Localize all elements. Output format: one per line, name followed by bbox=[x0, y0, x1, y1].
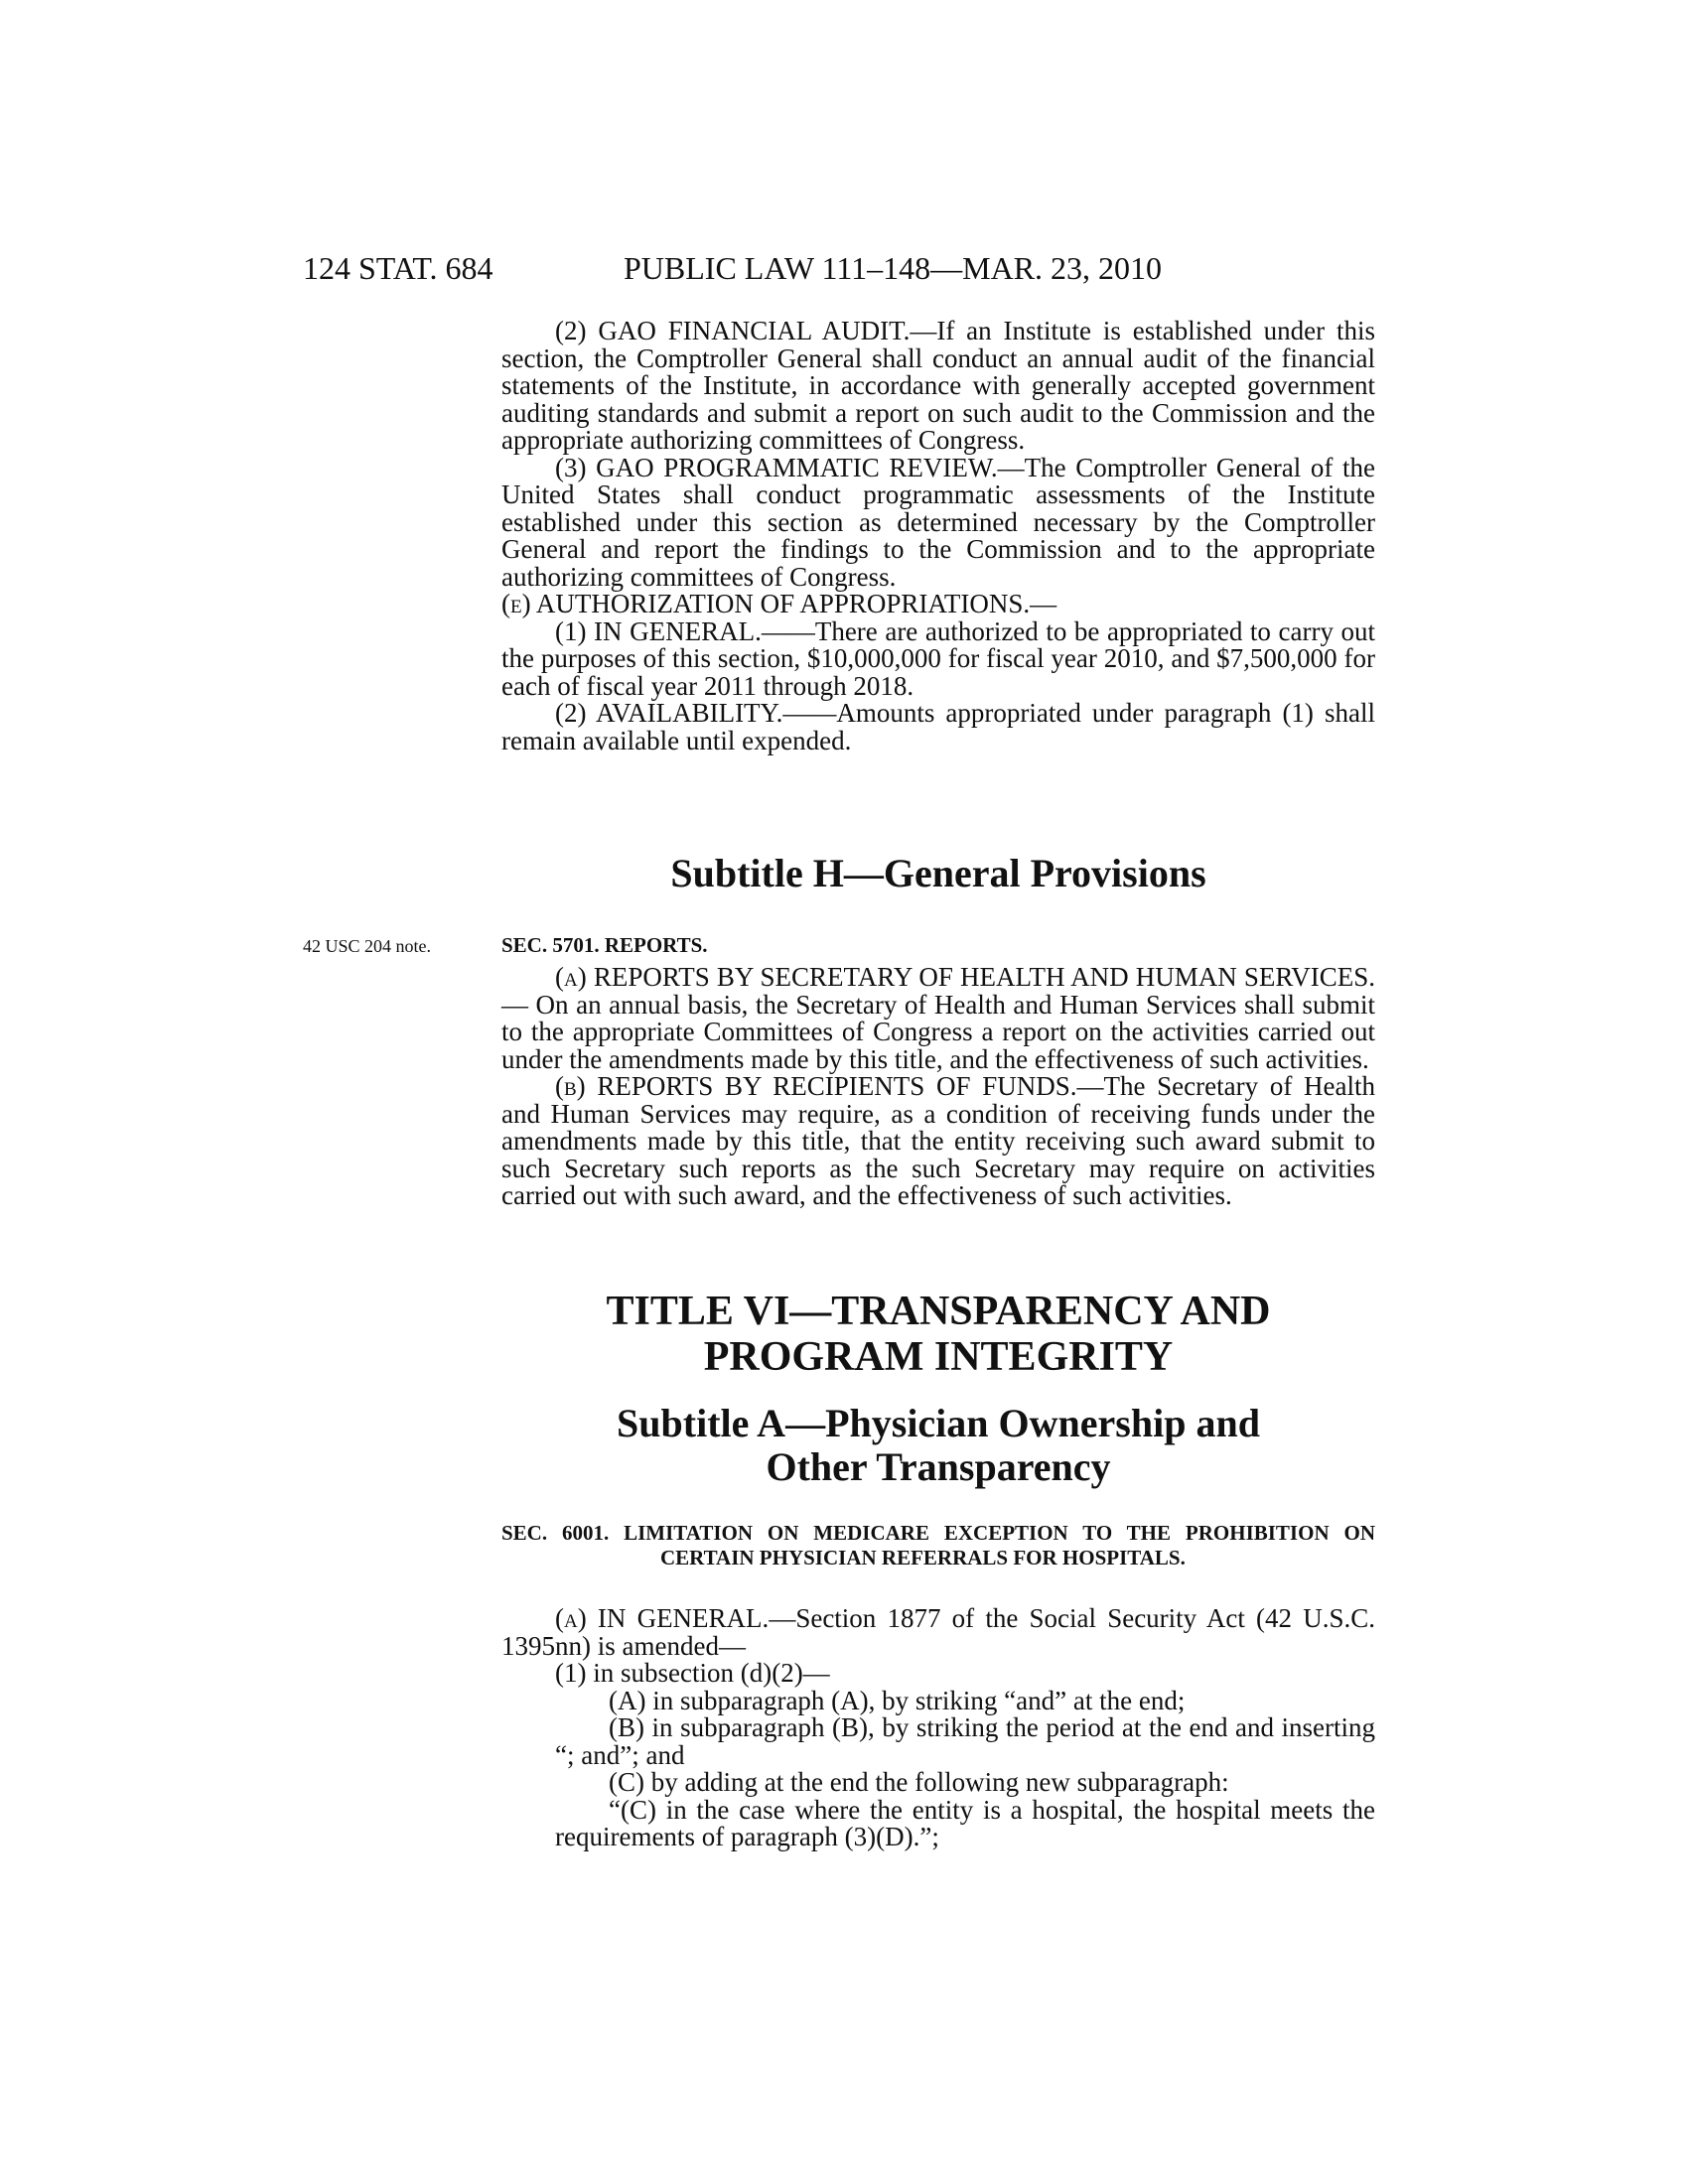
paragraph-6001-in-general bbox=[501, 1605, 1375, 1660]
section-6001-heading: SEC. 6001. LIMITATION ON MEDICARE EXCEPTION TO THE PROHIBITION ON CERTAIN PHYSICIAN REFERRALS FOR HOSPITALS. bbox=[501, 1521, 1375, 1570]
paragraph-text: ——Amounts appropriated under paragraph (1) shall remain available until expended. bbox=[501, 698, 1375, 755]
margin-citation-note: 42 USC 204 note. bbox=[303, 936, 432, 956]
running-header: PUBLIC LAW 111–148—MAR. 23, 2010 bbox=[624, 250, 1163, 286]
paragraph-heading: (2) GAO FINANCIAL AUDIT. bbox=[555, 316, 911, 345]
section-6001-body bbox=[501, 1605, 1375, 1851]
list-item-1: (1) in subsection (d)(2)— bbox=[555, 1658, 830, 1688]
section-continuation-block bbox=[501, 318, 1375, 754]
paragraph-heading: (3) GAO PROGRAMMATIC REVIEW. bbox=[555, 452, 998, 482]
title-line-1: TITLE VI—TRANSPARENCY AND bbox=[606, 1289, 1271, 1334]
paragraph-text: —If an Institute is established under this section, the Comptroller General shall conduct an annual audit of the financial statements of the Institute, in accordance with generally accepted government auditing standards and submit a report on such audit to the Commission and the appropriate authorizing committees of Congress. bbox=[501, 316, 1375, 455]
paragraph-text: —The Secretary of Health and Human Services may require, as a condition of receiving funds under the amendments made by this title, that the entity receiving such award submit to such Secretary such reports as the such Secretary may require on activities carried out with such award, and the effectiveness of such activities. bbox=[501, 1071, 1375, 1210]
subsection-authorization-heading bbox=[501, 591, 1375, 618]
paragraph-text: —The Comptroller General of the United States shall conduct programmatic assessments of the Institute established under this section as determined necessary by the Comptroller General and report the findings to the Commission and to the appropriate authorizing committees of Congress. bbox=[501, 452, 1375, 592]
paragraph-heading: (2) AVAILABILITY. bbox=[555, 698, 783, 728]
paragraph-availability bbox=[501, 700, 1375, 754]
page-stat-reference: 124 STAT. 684 bbox=[303, 250, 493, 286]
paragraph-text: —Section 1877 of the Social Security Act (42 U.S.C. 1395nn) is amended— bbox=[501, 1603, 1375, 1661]
title-line-2: PROGRAM INTEGRITY bbox=[703, 1334, 1174, 1380]
subtitle-line-2: Other Transparency bbox=[766, 1444, 1111, 1489]
list-item-c: (C) by adding at the end the following new subparagraph: bbox=[609, 1767, 1229, 1797]
list-item-a: (A) in subparagraph (A), by striking “and” at the end; bbox=[609, 1685, 1186, 1715]
paragraph-reports-by-recipients bbox=[501, 1073, 1375, 1210]
section-5701-heading: SEC. 5701. REPORTS. bbox=[501, 933, 708, 957]
subtitle-a-heading bbox=[501, 1402, 1375, 1489]
paragraph-text: ——There are authorized to be appropriated to carry out the purposes of this section, $10,000,000 for fiscal year 2010, and $7,500,000 for each of fiscal year 2011 through 2018. bbox=[501, 615, 1375, 701]
paragraph-gao-financial-audit bbox=[501, 318, 1375, 455]
paragraph-gao-programmatic-review bbox=[501, 452, 1375, 592]
paragraph-heading: (a) REPORTS BY SECRETARY OF HEALTH AND HUMAN SERVICES.— bbox=[501, 962, 1375, 1020]
quoted-subparagraph: “(C) in the case where the entity is a hospital, the hospital meets the requirements of paragraph (3)(D).”; bbox=[555, 1794, 1375, 1851]
paragraph-heading: (b) REPORTS BY RECIPIENTS OF FUNDS. bbox=[555, 1071, 1077, 1101]
list-item-b: (B) in subparagraph (B), by striking the period at the end and inserting “; and”; and bbox=[555, 1712, 1375, 1770]
subtitle-line-1: Subtitle A—Physician Ownership and bbox=[617, 1401, 1260, 1445]
paragraph-text: On an annual basis, the Secretary of Health and Human Services shall submit to the appropriate Committees of Congress a report on the activities carried out under the amendments made by this title, and the effectiveness of such activities. bbox=[501, 989, 1376, 1074]
paragraph-heading: (a) IN GENERAL. bbox=[555, 1603, 770, 1633]
subtitle-h-heading: Subtitle H—General Provisions bbox=[670, 851, 1206, 895]
title-vi-heading bbox=[501, 1289, 1375, 1380]
paragraph-heading: (e) AUTHORIZATION OF APPROPRIATIONS.— bbox=[501, 589, 1057, 618]
section-5701-body bbox=[501, 964, 1375, 1210]
paragraph-in-general bbox=[501, 615, 1375, 701]
paragraph-heading: (1) IN GENERAL. bbox=[555, 615, 762, 646]
paragraph-reports-by-secretary bbox=[501, 964, 1375, 1073]
